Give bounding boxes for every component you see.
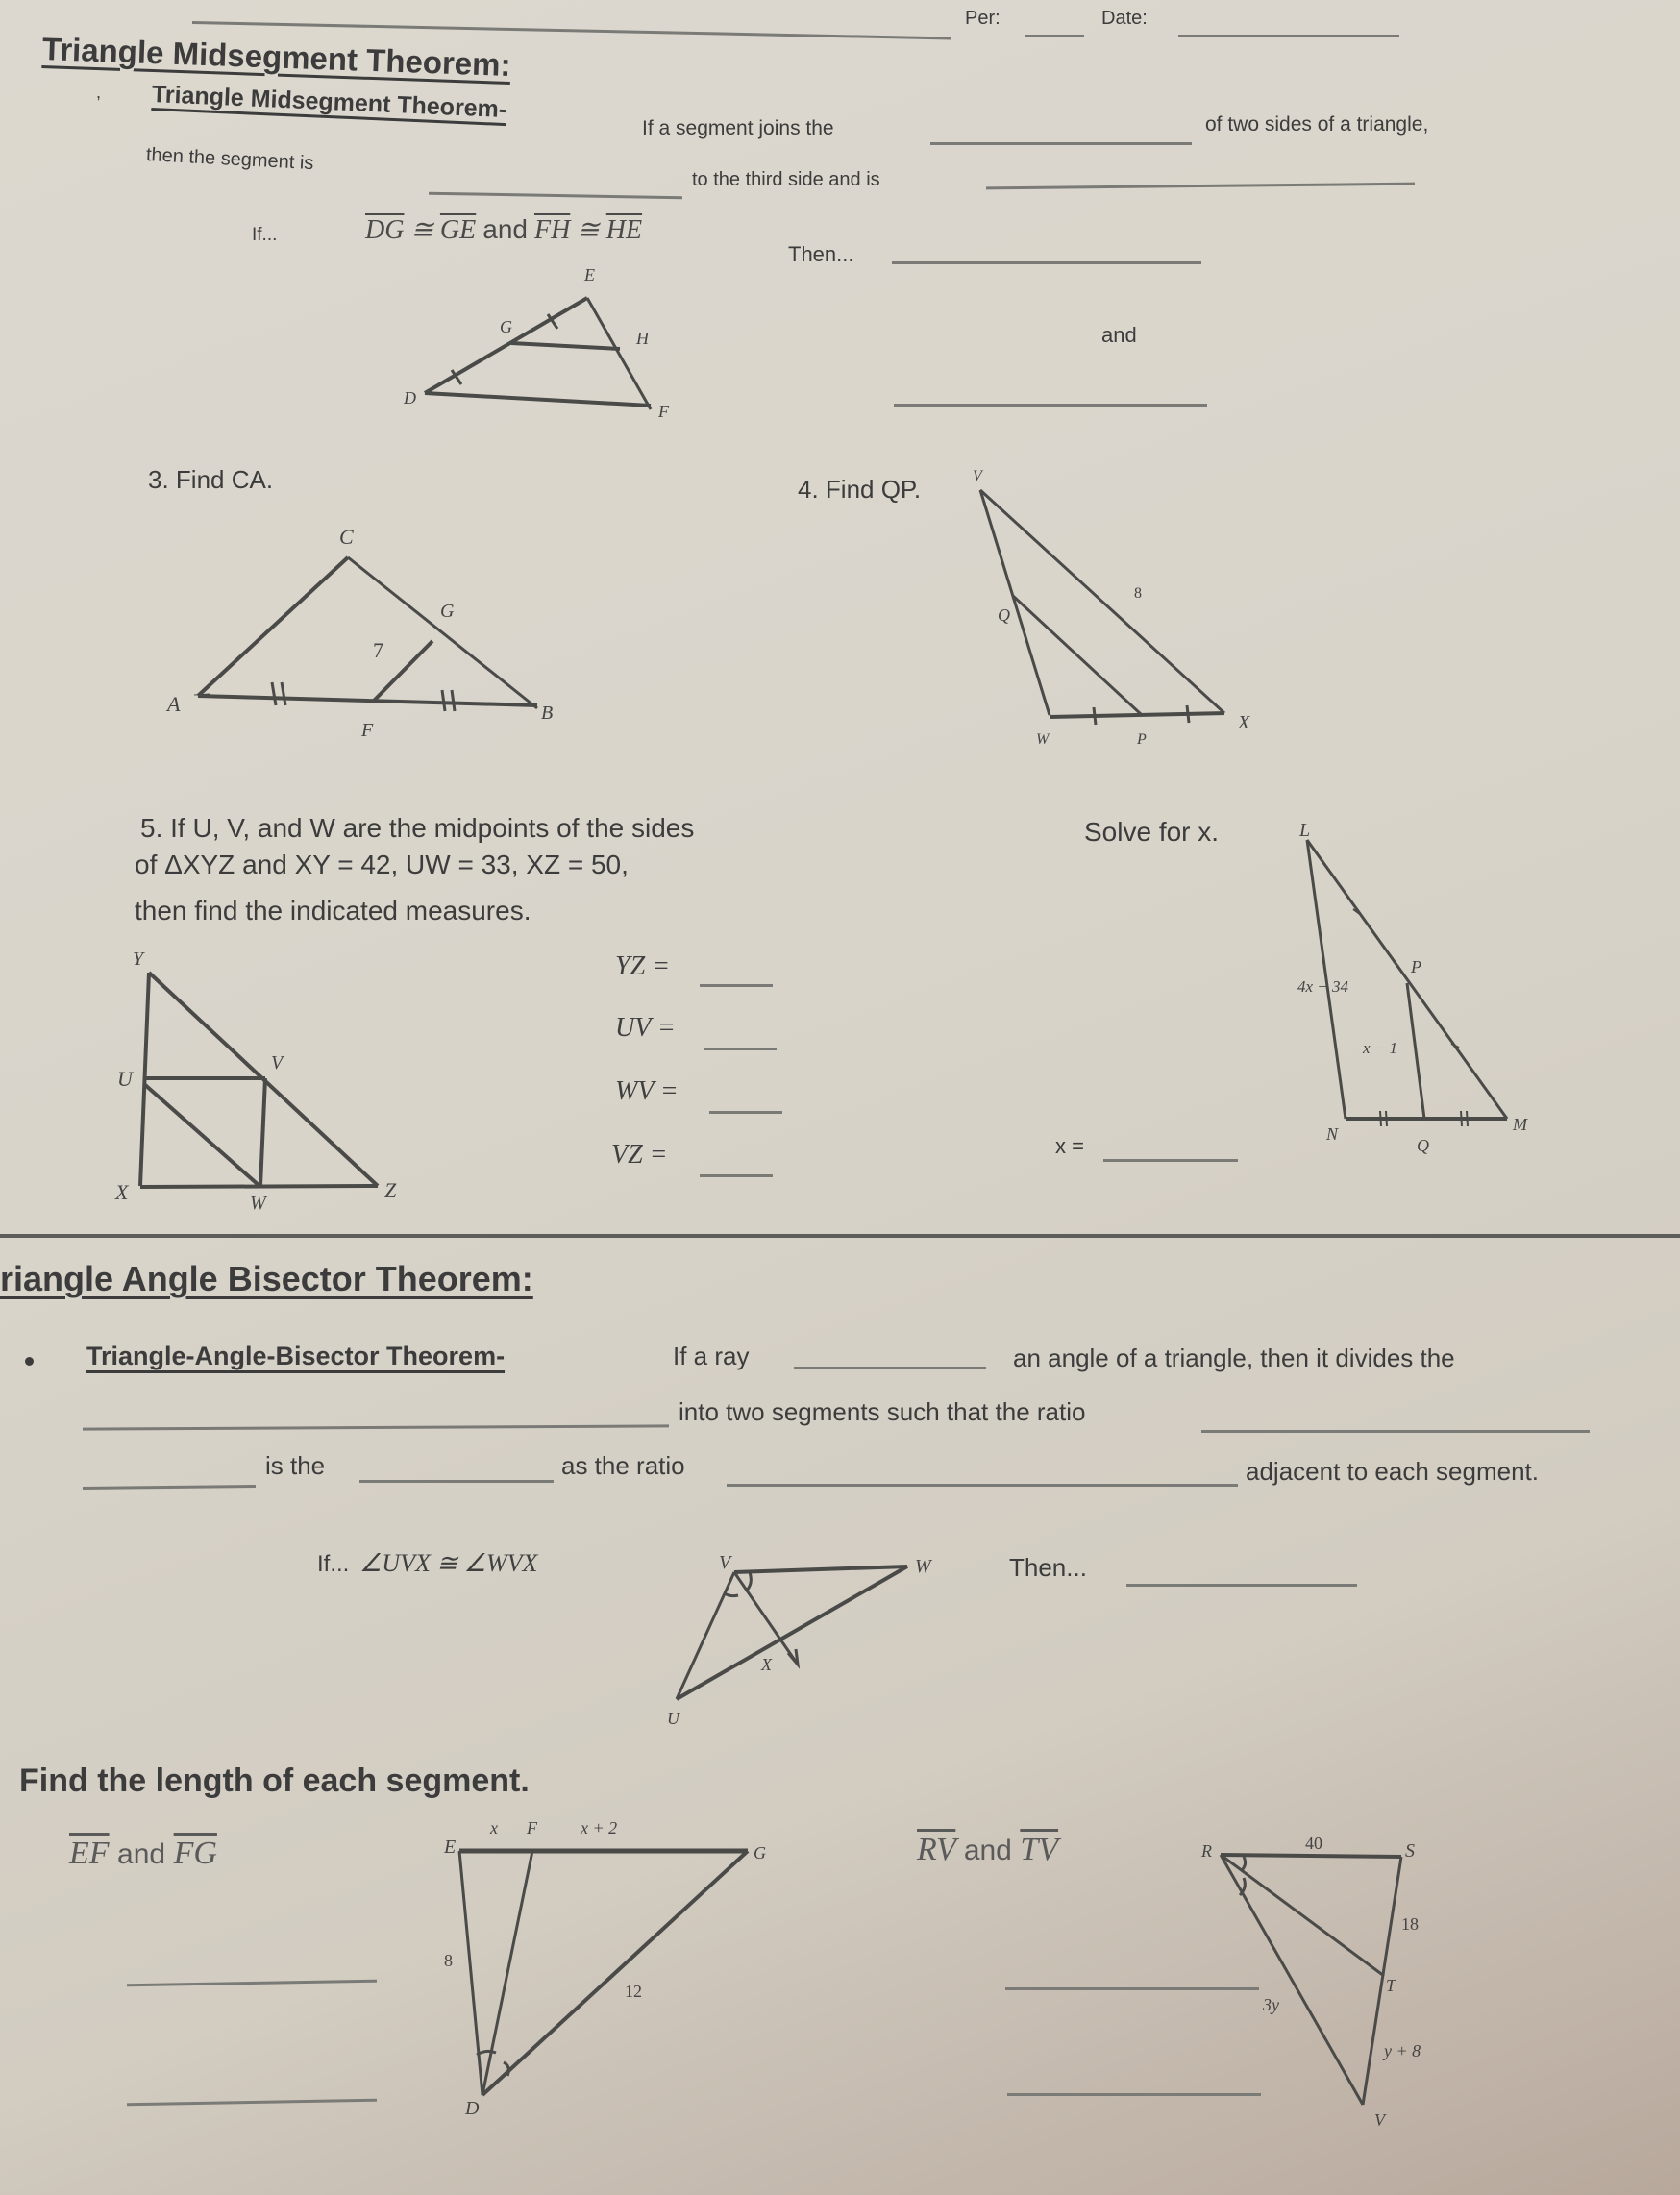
svg-text:P: P: [1411, 957, 1421, 976]
svg-text:X: X: [115, 1180, 129, 1204]
svg-text:Z: Z: [384, 1178, 397, 1202]
name-blank[interactable]: [192, 21, 951, 40]
segments-title: Find the length of each segment.: [19, 1763, 530, 1799]
svg-text:40: 40: [1305, 1834, 1322, 1853]
measure-yz-label: YZ =: [615, 951, 671, 981]
svg-text:8: 8: [444, 1951, 453, 1970]
svg-text:D: D: [404, 388, 416, 407]
svg-text:x + 2: x + 2: [581, 1818, 618, 1837]
problem-5-line2: of ΔXYZ and XY = 42, UW = 33, XZ = 50,: [135, 850, 629, 879]
section-divider: [0, 1234, 1680, 1238]
svg-text:12: 12: [625, 1982, 642, 2001]
svg-text:U: U: [117, 1067, 133, 1091]
then-label: Then...: [788, 242, 854, 266]
problem-3-prompt: 3. Find CA.: [148, 465, 274, 494]
bisector-blank-4[interactable]: [83, 1485, 256, 1490]
midsegment-diagram: [384, 250, 692, 423]
measure-vz-blank[interactable]: [700, 1174, 773, 1177]
bisector-given: ∠UVX ≅ ∠WVX: [359, 1549, 538, 1577]
svg-text:x: x: [490, 1818, 498, 1837]
and-label: and: [1101, 323, 1137, 347]
svg-text:F: F: [361, 720, 374, 741]
svg-text:H: H: [636, 329, 649, 348]
svg-text:x − 1: x − 1: [1363, 1039, 1398, 1057]
svg-text:R: R: [1201, 1841, 1212, 1861]
q2-diagram: [1124, 1788, 1663, 2172]
svg-text:4x − 34: 4x − 34: [1297, 977, 1349, 996]
midsegment-line1a: If a segment joins the: [642, 117, 834, 139]
midsegment-blank-3[interactable]: [986, 183, 1415, 190]
svg-text:U: U: [667, 1709, 679, 1728]
bisector-line3c: adjacent to each segment.: [1246, 1457, 1539, 1486]
svg-text:y + 8: y + 8: [1384, 2041, 1421, 2060]
svg-text:V: V: [719, 1552, 731, 1573]
bisector-blank-5[interactable]: [359, 1480, 554, 1483]
midsegment-line1b: of two sides of a triangle,: [1205, 113, 1429, 136]
svg-text:N: N: [1326, 1124, 1339, 1144]
midsegment-line2a: then the segment is: [145, 144, 314, 175]
svg-text:L: L: [1299, 820, 1311, 841]
svg-text:A: A: [167, 692, 181, 716]
svg-text:V: V: [1374, 2110, 1385, 2130]
then-blank-2[interactable]: [894, 404, 1207, 407]
q1-diagram: [423, 1807, 846, 2191]
svg-text:Q: Q: [1417, 1136, 1429, 1155]
date-label: Date:: [1101, 8, 1148, 29]
midsegment-blank-2[interactable]: [429, 192, 682, 200]
midsegment-line2b: to the third side and is: [692, 169, 880, 190]
bisector-line1b: an angle of a triangle, then it divides the: [1013, 1344, 1455, 1372]
svg-text:C: C: [339, 525, 354, 549]
svg-text:X: X: [1238, 712, 1250, 733]
svg-text:3y: 3y: [1263, 1995, 1279, 2014]
bullet-marker: [25, 1357, 34, 1366]
bisector-line3a: is the: [265, 1451, 326, 1480]
measure-vz-label: VZ =: [611, 1140, 668, 1170]
q1-blank-1[interactable]: [127, 1980, 377, 1987]
svg-text:W: W: [1036, 731, 1050, 748]
solve-x-answer-label: x =: [1055, 1134, 1084, 1158]
midsegment-theorem-name: Triangle Midsegment Theorem-: [151, 81, 507, 124]
svg-text:Q: Q: [998, 605, 1010, 625]
svg-text:Y: Y: [133, 949, 144, 970]
solve-x-diagram: [1057, 807, 1680, 1192]
measure-uv-label: UV =: [615, 1013, 676, 1043]
svg-text:F: F: [658, 402, 669, 421]
problem-5-line3: then find the indicated measures.: [135, 896, 531, 925]
bisector-diagram: [654, 1528, 942, 1739]
per-label: Per:: [965, 8, 1001, 29]
problem-5-line1: 5. If U, V, and W are the midpoints of the sides: [140, 813, 695, 843]
problem-4-prompt: 4. Find QP.: [798, 475, 922, 504]
per-blank[interactable]: [1025, 35, 1084, 37]
svg-text:G: G: [500, 317, 512, 336]
section-title-midsegment: Triangle Midsegment Theorem:: [41, 31, 512, 84]
svg-text:B: B: [541, 703, 554, 724]
svg-text:P: P: [1137, 731, 1147, 748]
midsegment-blank-1[interactable]: [930, 142, 1192, 145]
svg-text:F: F: [527, 1818, 537, 1837]
then-blank-1[interactable]: [892, 261, 1201, 264]
q1-prompt: $\overline{EF}$ and $\overline{FG}$: [69, 1836, 217, 1871]
svg-text:G: G: [754, 1843, 766, 1862]
bisector-blank-2[interactable]: [83, 1424, 669, 1430]
svg-text:D: D: [465, 2098, 480, 2119]
bisector-blank-3[interactable]: [1201, 1430, 1590, 1433]
svg-text:7: 7: [373, 638, 383, 662]
measure-wv-label: WV =: [615, 1076, 679, 1106]
bisector-if-label: If...: [317, 1551, 350, 1577]
svg-text:S: S: [1405, 1840, 1415, 1862]
problem-4-diagram: [961, 468, 1307, 750]
svg-text:E: E: [584, 265, 595, 284]
measure-uv-blank[interactable]: [704, 1048, 777, 1050]
svg-text:E: E: [444, 1837, 457, 1858]
date-blank[interactable]: [1178, 35, 1399, 37]
svg-text:M: M: [1513, 1115, 1527, 1134]
bisector-line3b: as the ratio: [561, 1451, 685, 1480]
bisector-line2a: into two segments such that the ratio: [679, 1397, 1086, 1426]
svg-text:X: X: [761, 1655, 772, 1674]
q2-prompt: $\overline{RV}$ and $\overline{TV}$: [917, 1832, 1059, 1867]
problem-3-diagram: [154, 519, 557, 740]
solve-x-answer-blank[interactable]: [1103, 1159, 1238, 1162]
svg-text:W: W: [250, 1193, 266, 1214]
svg-text:8: 8: [1134, 585, 1142, 602]
svg-text:V: V: [973, 468, 982, 484]
if-label: If...: [252, 225, 278, 245]
svg-text:V: V: [271, 1052, 284, 1073]
bisector-blank-1[interactable]: [794, 1367, 986, 1369]
bisector-line1a: If a ray: [673, 1342, 750, 1370]
midsegment-given: $\overline{DG}$ ≅ $\overline{GE}$ and $\overline{FH}$ ≅ $\overline{HE}$: [365, 214, 643, 245]
svg-text:18: 18: [1401, 1914, 1419, 1934]
measure-wv-blank[interactable]: [709, 1111, 782, 1114]
svg-text:G: G: [440, 601, 455, 622]
bisector-blank-6[interactable]: [727, 1484, 1238, 1487]
svg-text:T: T: [1386, 1976, 1396, 1995]
problem-5-diagram: [106, 932, 548, 1214]
q1-blank-2[interactable]: [127, 2099, 377, 2107]
svg-text:W: W: [915, 1556, 931, 1577]
bisector-then-label: Then...: [1009, 1553, 1087, 1582]
bullet-marker: ,: [96, 83, 102, 102]
bisector-then-blank[interactable]: [1126, 1584, 1357, 1587]
solve-x-prompt: Solve for x.: [1084, 817, 1220, 847]
measure-yz-blank[interactable]: [700, 984, 773, 987]
bisector-theorem-name: Triangle-Angle-Bisector Theorem-: [86, 1342, 506, 1370]
section-title-bisector: riangle Angle Bisector Theorem:: [0, 1259, 533, 1298]
